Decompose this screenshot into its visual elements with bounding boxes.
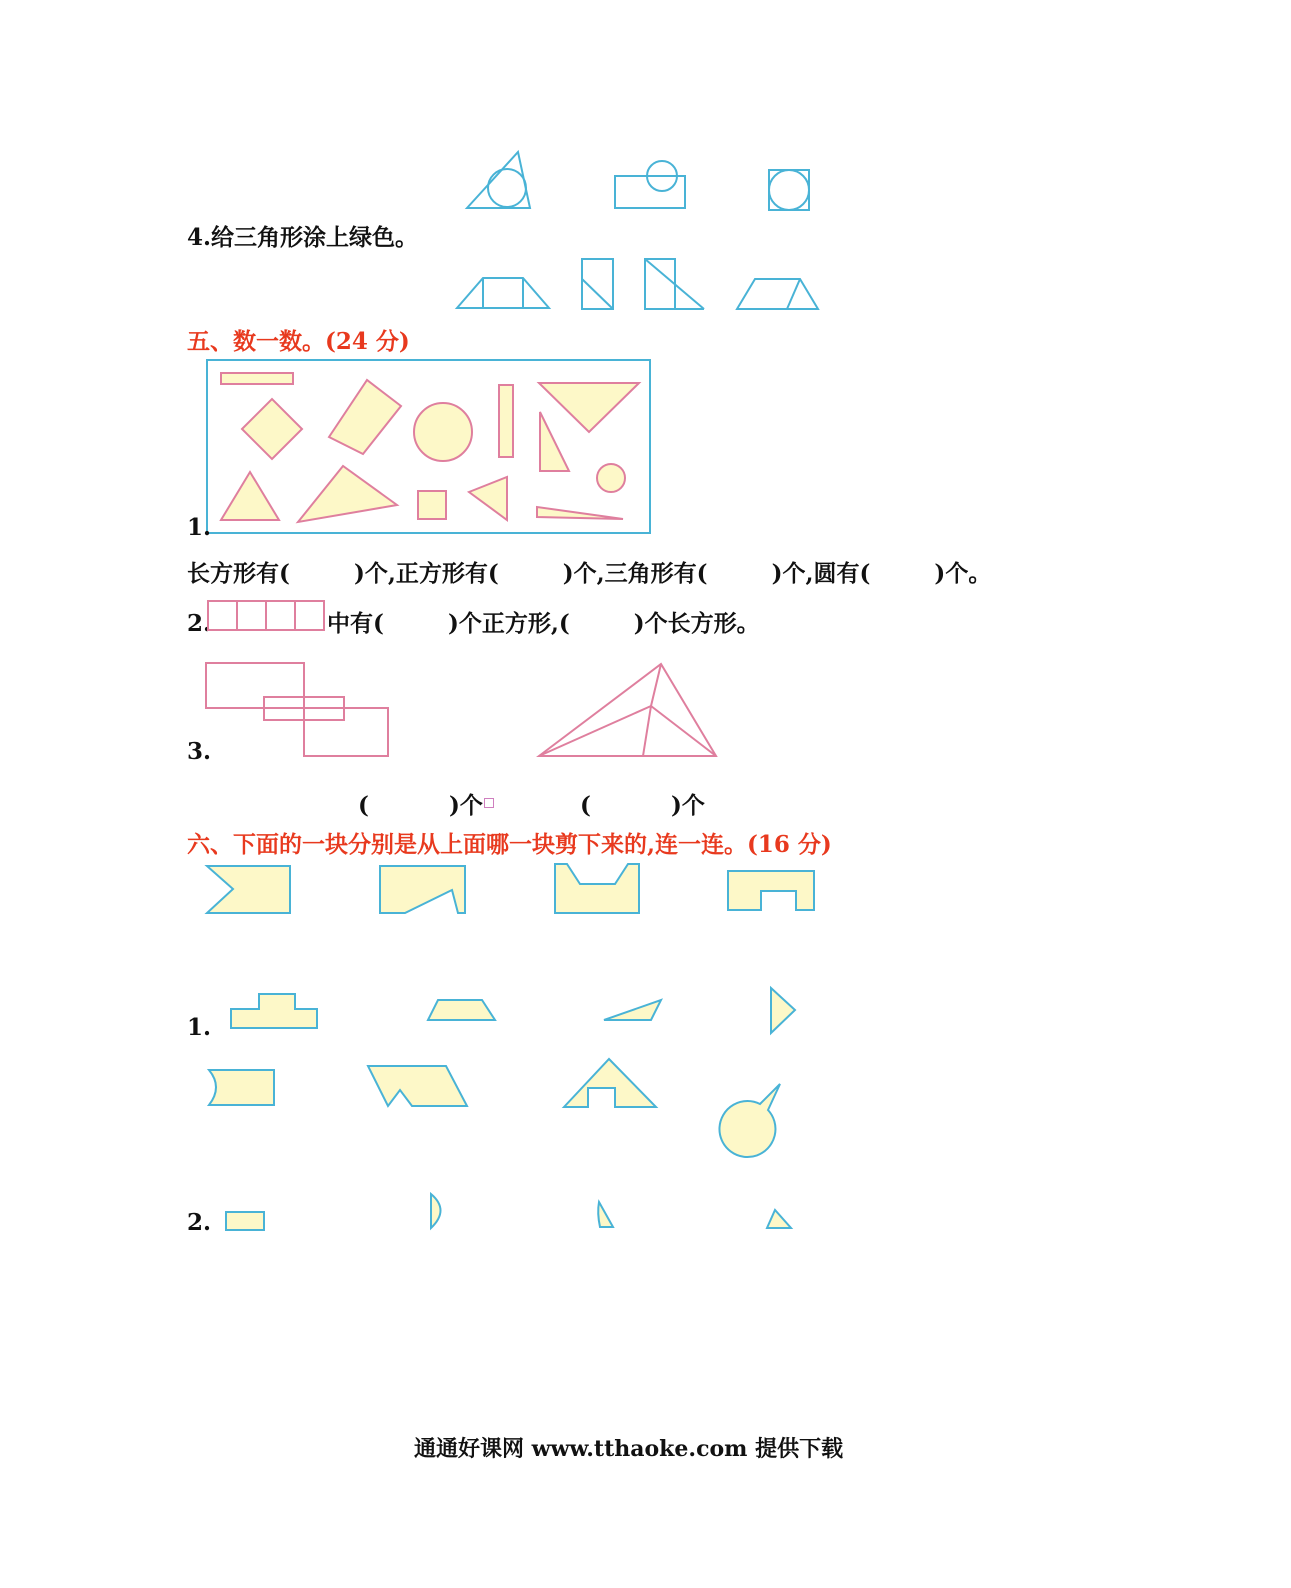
page-footer: 通通好课网 www.tthaoke.com 提供下载 [414,1436,844,1462]
slanted-triangle-piece [600,996,666,1024]
rectangle-with-curved-notch [203,1066,279,1110]
triangle-shape-wide [298,466,397,522]
small-rectangle-piece [222,1208,268,1234]
small-square-mark [484,798,494,808]
four-square-strip-figure [205,598,329,634]
section5-heading: 五、数一数。(24 分) [187,328,410,355]
half-circle-piece [426,1190,448,1232]
section6-item1-number: 1. [187,1014,212,1041]
shapes-counting-box [205,358,655,536]
right-triangle-shape [540,412,569,471]
section6-heading: 六、下面的一块分别是从上面哪一块剪下来的,连一连。(16 分) [187,831,832,858]
section6-item2-number: 2. [187,1209,212,1236]
parallelogram-with-triangle-notch [364,1062,472,1110]
small-square-shape [418,491,446,519]
circle-with-missing-wedge [748,1052,814,1114]
trapezoid-piece [424,996,500,1024]
thin-rectangle-shape [221,373,293,384]
triangle-shape-left [221,472,279,520]
small-curved-triangle-piece [594,1198,618,1232]
small-circle-shape [597,464,625,492]
section5-item3-answer-left: ( )个 [358,792,483,819]
section5-item1-answer-line: 长方形有( )个,正方形有( )个,三角形有( )个,圆有( )个。 [187,560,992,587]
section5-item2-number: 2. [187,610,212,637]
rectangle-with-square-notch [724,867,820,917]
rotated-square-shape [242,399,302,459]
rectangle-with-trapezoid-notch [551,860,645,918]
right-pointing-triangle-piece [766,984,800,1036]
parallelogram-split-figure [732,272,824,314]
overlapping-rectangles-figure [203,660,393,760]
inverted-triangle-shape [539,383,639,432]
triangle-with-circle-figure [460,148,540,214]
notched-rectangle-left [203,862,295,918]
q4-label: 4.给三角形涂上绿色。 [187,224,419,251]
rectangle-with-slanted-cut [375,862,471,918]
section5-item2-text: 中有( )个正方形,( )个长方形。 [327,610,760,637]
rectangle-with-circle-figure [610,158,690,214]
section5-item1-number: 1. [187,514,212,541]
triangle-with-square-notch [560,1054,662,1110]
rectangle-diagonal-figure [575,255,619,313]
square-triangle-split-figure [640,255,710,313]
thin-triangle-shape [537,507,623,519]
stepped-piece [226,990,322,1032]
large-circle-shape [414,403,472,461]
section5-item3-answer-right: ( )个 [580,792,705,819]
section5-item3-number: 3. [187,738,212,765]
small-triangle-shape [469,477,507,520]
tall-rectangle-shape [499,385,513,457]
nested-triangles-figure [535,660,721,760]
square-with-circle-figure [765,166,815,214]
trapezoid-split-figure [452,270,554,314]
small-triangle-piece [762,1206,796,1232]
rotated-rectangle-shape [329,380,401,454]
